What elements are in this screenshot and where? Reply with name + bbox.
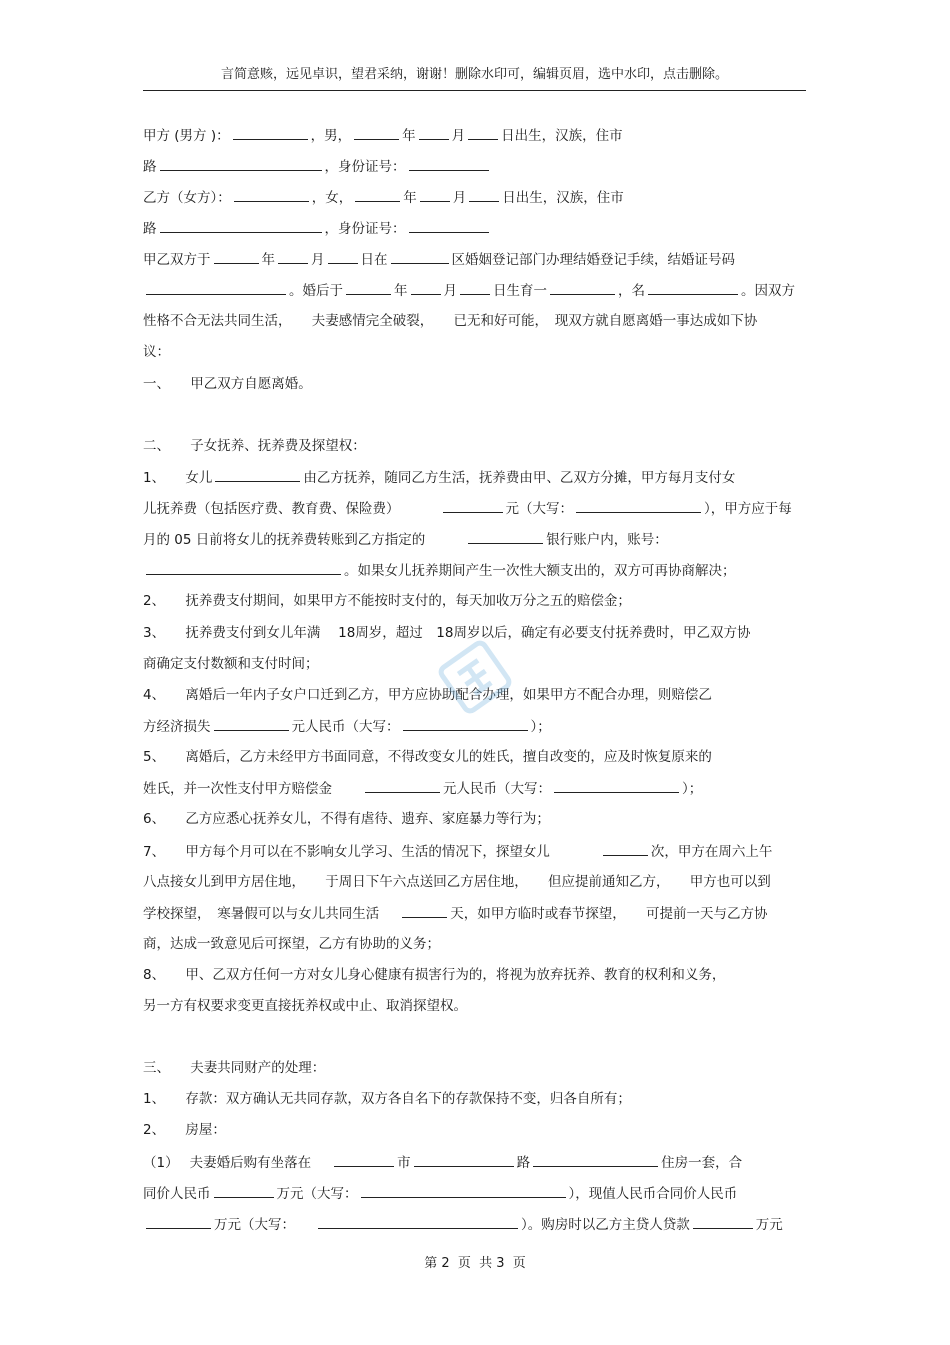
text-line [143,810,550,828]
text-line [143,499,792,518]
text-line [143,873,771,891]
fill-in-blank[interactable] [468,126,498,140]
fill-in-blank[interactable] [648,281,738,295]
fill-in-blank[interactable] [576,499,701,513]
fill-in-blank[interactable] [278,250,308,264]
fill-in-blank[interactable] [214,717,289,731]
fill-in-blank[interactable] [693,1215,753,1229]
text-segment: 1、 存款：双方确认无共同存款，双方各自名下的存款保持不变，归各自所有； [143,1091,631,1107]
text-line [143,219,492,238]
text-line [143,437,366,455]
text-segment: 元人民币（大写： [443,781,551,797]
text-segment: 二、 子女抚养、抚养费及探望权： [143,438,366,454]
fill-in-blank[interactable] [354,126,399,140]
text-line [143,250,735,269]
text-line [143,157,492,176]
fill-in-blank[interactable] [533,1153,658,1167]
text-segment: 元（大写： [505,501,573,517]
text-segment: 万元（大写： [214,1217,295,1233]
text-line [143,779,702,798]
text-segment: （1） 夫妻婚后购有坐落在 [143,1155,312,1171]
text-line [143,312,757,330]
text-segment: ）。购房时以乙方主贷人贷款 [521,1217,690,1233]
header-divider [143,90,806,91]
text-segment: 乙方（女方）： [143,190,231,206]
text-segment: ），现值人民币合同价人民币 [568,1186,738,1202]
text-segment: 姓氏，并一次性支付甲方赔偿金 [143,781,332,797]
text-segment: 区婚姻登记部门办理结婚登记手续，结婚证号码 [451,252,735,268]
text-line [143,686,712,704]
fill-in-blank[interactable] [146,281,286,295]
text-segment: 一、 甲乙双方自愿离婚。 [143,376,312,392]
text-segment: 性格不合无法共同生活， 夫妻感情完全破裂， 已无和好可能， 现双方就自愿离婚一事达成如下协 [143,313,758,329]
fill-in-blank[interactable] [346,281,391,295]
fill-in-blank[interactable] [443,499,503,513]
text-segment: 三、 夫妻共同财产的处理： [143,1060,326,1076]
fill-in-blank[interactable] [391,250,449,264]
text-segment: 路 [516,1155,531,1171]
text-segment: 议： [143,344,170,360]
text-segment: 4、 离婚后一年内子女户口迁到乙方，甲方应协助配合办理，如果甲方不配合办理，则赔偿乙 [143,687,712,703]
text-segment: 3、 抚养费支付到女儿年满 18周岁，超过 18周岁以后，确定有必要支付抚养费时，甲乙双方协 [143,625,751,641]
text-segment: 日在 [360,252,388,268]
text-line [143,1153,742,1172]
text-line [143,1059,325,1077]
text-line [143,126,623,145]
text-segment: ，名 [618,283,645,299]
fill-in-blank[interactable] [334,1153,394,1167]
text-segment: 市 [397,1155,411,1171]
text-segment: 月 [451,128,466,144]
text-line [143,281,795,300]
text-segment: 路 [143,221,157,237]
text-segment: 市 [609,128,623,144]
text-line [143,904,768,923]
fill-in-blank[interactable] [361,1184,566,1198]
text-segment: 市 [610,190,624,206]
text-segment: 年 [403,190,417,206]
text-segment: 2、 房屋： [143,1122,226,1138]
text-line [143,188,624,207]
fill-in-blank[interactable] [469,188,499,202]
text-segment: 日出生，汉族，住 [502,190,611,206]
fill-in-blank[interactable] [328,250,358,264]
text-segment: 6、 乙方应悉心抚养女儿，不得有虐待、遗弃、家庭暴力等行为； [143,811,550,827]
fill-in-blank[interactable] [414,1153,514,1167]
text-segment: 万元（大写： [276,1186,358,1202]
fill-in-blank[interactable] [233,126,308,140]
fill-in-blank[interactable] [411,281,441,295]
text-line [143,1090,631,1108]
text-line [143,935,440,953]
text-line [143,624,751,642]
fill-in-blank[interactable] [215,468,300,482]
text-segment: 月 [452,190,467,206]
text-segment: ）； [530,719,551,735]
fill-in-blank[interactable] [420,188,450,202]
text-line [143,375,312,393]
text-segment: 另一方有权要求变更直接抚养权或中止、取消探望权。 [143,998,467,1014]
fill-in-blank[interactable] [146,1215,211,1229]
text-segment: 月的 05 日前将女儿的抚养费转账到乙方指定的 [143,532,426,548]
text-segment: ，身份证号： [324,159,406,175]
text-segment: 同价人民币 [143,1186,211,1202]
text-segment: 年 [394,283,408,299]
text-segment: 甲方 (男方 )： [143,128,230,144]
text-line [143,592,631,610]
page-header-notice: 言简意赅，远见卓识，望君采纳，谢谢！删除水印可，编辑页眉，选中水印，点击删除。 [220,67,728,82]
fill-in-blank[interactable] [160,157,322,171]
text-segment: 次，甲方在周六上午 [650,844,773,860]
text-segment: 银行账户内，账号： [546,532,668,548]
text-segment: 日出生，汉族，住 [501,128,610,144]
fill-in-blank[interactable] [402,904,447,918]
text-segment: 。婚后于 [289,283,343,299]
fill-in-blank[interactable] [409,219,489,233]
fill-in-blank[interactable] [355,188,400,202]
text-line [143,343,170,361]
text-segment: 学校探望， 寒暑假可以与女儿共同生活 [143,906,380,922]
text-segment: 。因双方 [741,283,795,299]
page-footer: 第 2 页 共 3 页 [424,1256,526,1271]
text-line [143,468,735,487]
text-segment: 商确定支付数额和支付时间； [143,656,319,672]
text-segment: ，女， [311,190,353,206]
text-segment: 5、 离婚后，乙方未经甲方书面同意，不得改变女儿的姓氏，擅自改变的，应及时恢复原来的 [143,749,712,765]
fill-in-blank[interactable] [603,842,648,856]
text-line [143,966,725,984]
text-line [143,717,551,736]
fill-in-blank[interactable] [409,157,489,171]
text-line [143,1184,737,1203]
text-segment: 方经济损失 [143,719,211,735]
text-segment: 商，达成一致意见后可探望，乙方有协助的义务； [143,936,440,952]
text-segment: 日生育一 [493,283,547,299]
text-segment: 1、 女儿 [143,470,213,486]
text-line [143,748,712,766]
text-segment: 万元 [755,1217,783,1233]
fill-in-blank[interactable] [460,281,490,295]
text-segment: 八点接女儿到甲方居住地， 于周日下午六点送回乙方居住地， 但应提前通知乙方， 甲方也可以到 [143,874,771,890]
text-segment: 甲乙双方于 [143,252,211,268]
text-segment: 月 [311,252,325,268]
text-segment: 天，如甲方临时或春节探望， 可提前一天与乙方协 [450,906,768,922]
fill-in-blank[interactable] [160,219,322,233]
text-segment: 2、 抚养费支付期间，如果甲方不能按时支付的，每天加收万分之五的赔偿金； [143,593,631,609]
text-line [143,997,467,1015]
text-segment: ）； [682,781,703,797]
fill-in-blank[interactable] [214,1184,274,1198]
fill-in-blank[interactable] [234,188,309,202]
fill-in-blank[interactable] [419,126,449,140]
text-segment: ，男， [310,128,352,144]
text-segment: 7、 甲方每个月可以在不影响女儿学习、生活的情况下，探望女儿 [143,844,550,860]
fill-in-blank[interactable] [468,530,543,544]
text-line [143,655,319,673]
text-segment: ），甲方应于每 [704,501,792,517]
text-segment: 年 [261,252,275,268]
text-segment: 住房一套，合 [661,1155,743,1171]
text-segment: 8、 甲、乙双方任何一方对女儿身心健康有损害行为的，将视为放弃抚养、教育的权利和义务， [143,967,726,983]
fill-in-blank[interactable] [365,779,440,793]
text-line [143,1121,226,1139]
fill-in-blank[interactable] [554,779,679,793]
text-segment: 元人民币（大写： [291,719,400,735]
fill-in-blank[interactable] [214,250,259,264]
text-segment: 月 [443,283,457,299]
text-segment: 。如果女儿抚养期间产生一次性大额支出的，双方可再协商解决； [344,563,736,579]
text-segment: 路 [143,159,157,175]
text-segment: 由乙方抚养，随同乙方生活，抚养费由甲、乙双方分摊，甲方每月支付女 [303,470,736,486]
text-segment: ，身份证号： [324,221,406,237]
fill-in-blank[interactable] [146,561,341,575]
text-line [143,530,668,549]
text-segment: 年 [402,128,416,144]
text-line [143,1215,783,1234]
text-line [143,561,736,580]
watermark-seal-icon[interactable] [430,632,519,721]
fill-in-blank[interactable] [550,281,615,295]
text-segment: 儿抚养费（包括医疗费、教育费、保险费） [143,501,400,517]
text-line [143,842,772,861]
fill-in-blank[interactable] [318,1215,518,1229]
